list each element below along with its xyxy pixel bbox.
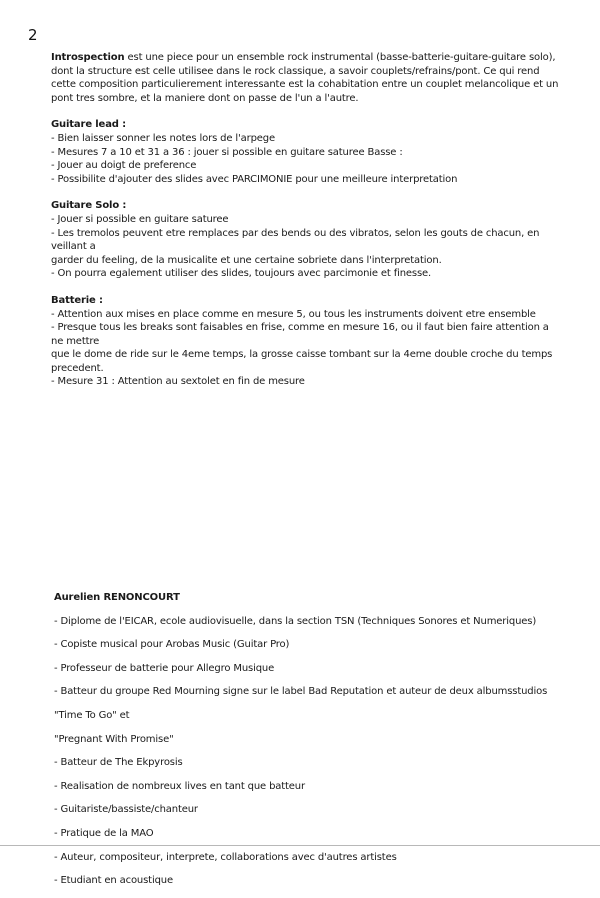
list-item: precedent. [51,362,104,374]
list-item: - Mesure 31 : Attention au sextolet en fin de mesure [51,376,305,388]
bio-item: - Auteur, compositeur, interprete, collaborations avec d'autres artistes [54,851,397,863]
list-item: - Jouer si possible en guitare saturee [51,213,229,225]
bio-item: "Time To Go" et [54,709,130,721]
list-item: - Jouer au doigt de preference [51,160,197,172]
document-body [51,51,561,402]
intro-line-rest: est une piece pour un ensemble rock instrumental (basse-batterie-guitare-guitare solo), [124,52,556,63]
section-batterie [51,294,561,389]
bio-item: - Etudiant en acoustique [54,875,173,887]
author-bio [54,581,560,898]
section-title: Batterie : [51,294,103,306]
section-guitare-solo [51,199,561,281]
list-item: garder du feeling, de la musicalite et une certaine sobriete dans l'interpretation. [51,254,442,266]
bio-item: - Professeur de batterie pour Allegro Musique [54,662,275,674]
list-item: que le dome de ride sur le 4eme temps, la grosse caisse tombant sur la 4eme double croche du temps [51,349,553,361]
intro-line: cette composition particulierement interessante est la cohabitation entre un couplet melancolique et un [51,79,559,91]
section-title: Guitare Solo : [51,200,127,212]
intro-line: pont tres sombre, et la maniere dont on passe de l'un a l'autre. [51,92,359,104]
list-item: - Possibilite d'ajouter des slides avec PARCIMONIE pour une meilleure interpretation [51,173,458,185]
list-item: ne mettre [51,335,100,347]
bio-item: - Pratique de la MAO [54,827,154,839]
list-item: - Presque tous les breaks sont faisables en frise, comme en mesure 16, ou il faut bien faire attention a [51,322,549,334]
list-item: veillant a [51,241,96,253]
bio-item: - Batteur du groupe Red Mourning signe sur le label Bad Reputation et auteur de deux albumsstudios [54,686,548,698]
page-bottom-divider [0,845,600,846]
section-guitare-lead [51,118,561,186]
bio-item: "Pregnant With Promise" [54,733,174,745]
list-item: - Mesures 7 a 10 et 31 a 36 : jouer si possible en guitare saturee Basse : [51,146,403,158]
list-item: - Bien laisser sonner les notes lors de l'arpege [51,132,275,144]
bio-item: - Batteur de The Ekpyrosis [54,757,183,769]
list-item: - Les tremolos peuvent etre remplaces par des bends ou des vibratos, selon les gouts de chacun, en [51,227,540,239]
intro-title: Introspection [51,52,125,63]
bio-item: - Guitariste/bassiste/chanteur [54,804,198,816]
page-number: 2 [28,26,38,44]
section-title: Guitare lead : [51,119,126,131]
bio-item: - Diplome de l'EICAR, ecole audiovisuelle, dans la section TSN (Techniques Sonores et Numeriques) [54,615,537,627]
intro-paragraph [51,51,561,105]
list-item: - On pourra egalement utiliser des slides, toujours avec parcimonie et finesse. [51,268,432,280]
author-name: Aurelien RENONCOURT [54,592,180,603]
bio-item: - Copiste musical pour Arobas Music (Guitar Pro) [54,639,290,651]
intro-line [51,51,561,65]
intro-line: dont la structure est celle utilisee dans le rock classique, a savoir couplets/refrains/pont. Ce qui rend [51,65,540,77]
bio-item: - Realisation de nombreux lives en tant que batteur [54,780,305,792]
list-item: - Attention aux mises en place comme en mesure 5, ou tous les instruments doivent etre ensemble [51,308,536,320]
